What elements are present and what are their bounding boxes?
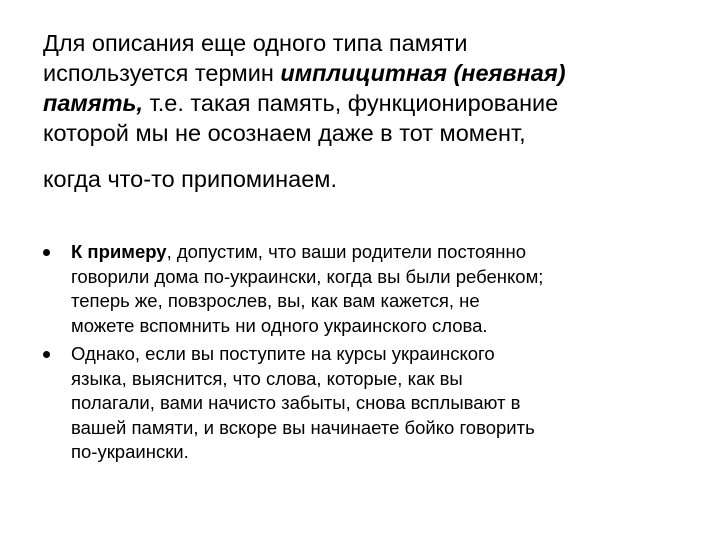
bullet-line: полагали, вами начисто забыты, снова всплывают в — [71, 392, 521, 413]
intro-line: которой мы не осознаем даже в тот момент, — [43, 120, 526, 146]
bullet-line: говорили дома по-украински, когда вы были ребенком; — [71, 265, 544, 287]
bullet-line — [71, 240, 683, 265]
bullet-line: языка, выяснится, что слова, которые, как вы — [71, 367, 463, 389]
term-emphasis: память, — [43, 90, 144, 116]
bullet-list — [43, 240, 683, 469]
bullet-line: теперь же, повзрослев, вы, как вам кажется, не — [71, 290, 480, 311]
intro-paragraph — [43, 28, 693, 194]
intro-line: когда что-то припоминаем. — [43, 166, 337, 192]
bullet-icon — [43, 351, 50, 358]
intro-text: т.е. такая память, функционирование — [143, 90, 559, 116]
bullet-line: по-украински. — [71, 441, 189, 462]
bullet-line: вашей памяти, и вскоре вы начинаете бойко говорить — [71, 416, 535, 438]
intro-line — [43, 88, 693, 118]
intro-line — [43, 58, 693, 88]
intro-text: используется термин — [43, 60, 281, 86]
term-emphasis: имплицитная (неявная) — [280, 60, 566, 86]
bullet-line: Однако, если вы поступите на курсы украинского — [71, 343, 495, 364]
bullet-text: , допустим, что ваши родители постоянно — [166, 241, 527, 262]
bullet-item-example — [43, 240, 683, 338]
intro-line: Для описания еще одного типа памяти — [43, 30, 468, 56]
bullet-item-however — [43, 342, 683, 465]
bullet-lead: К примеру — [71, 241, 167, 262]
bullet-icon — [43, 249, 50, 256]
bullet-line: можете вспомнить ни одного украинского слова. — [71, 314, 488, 336]
